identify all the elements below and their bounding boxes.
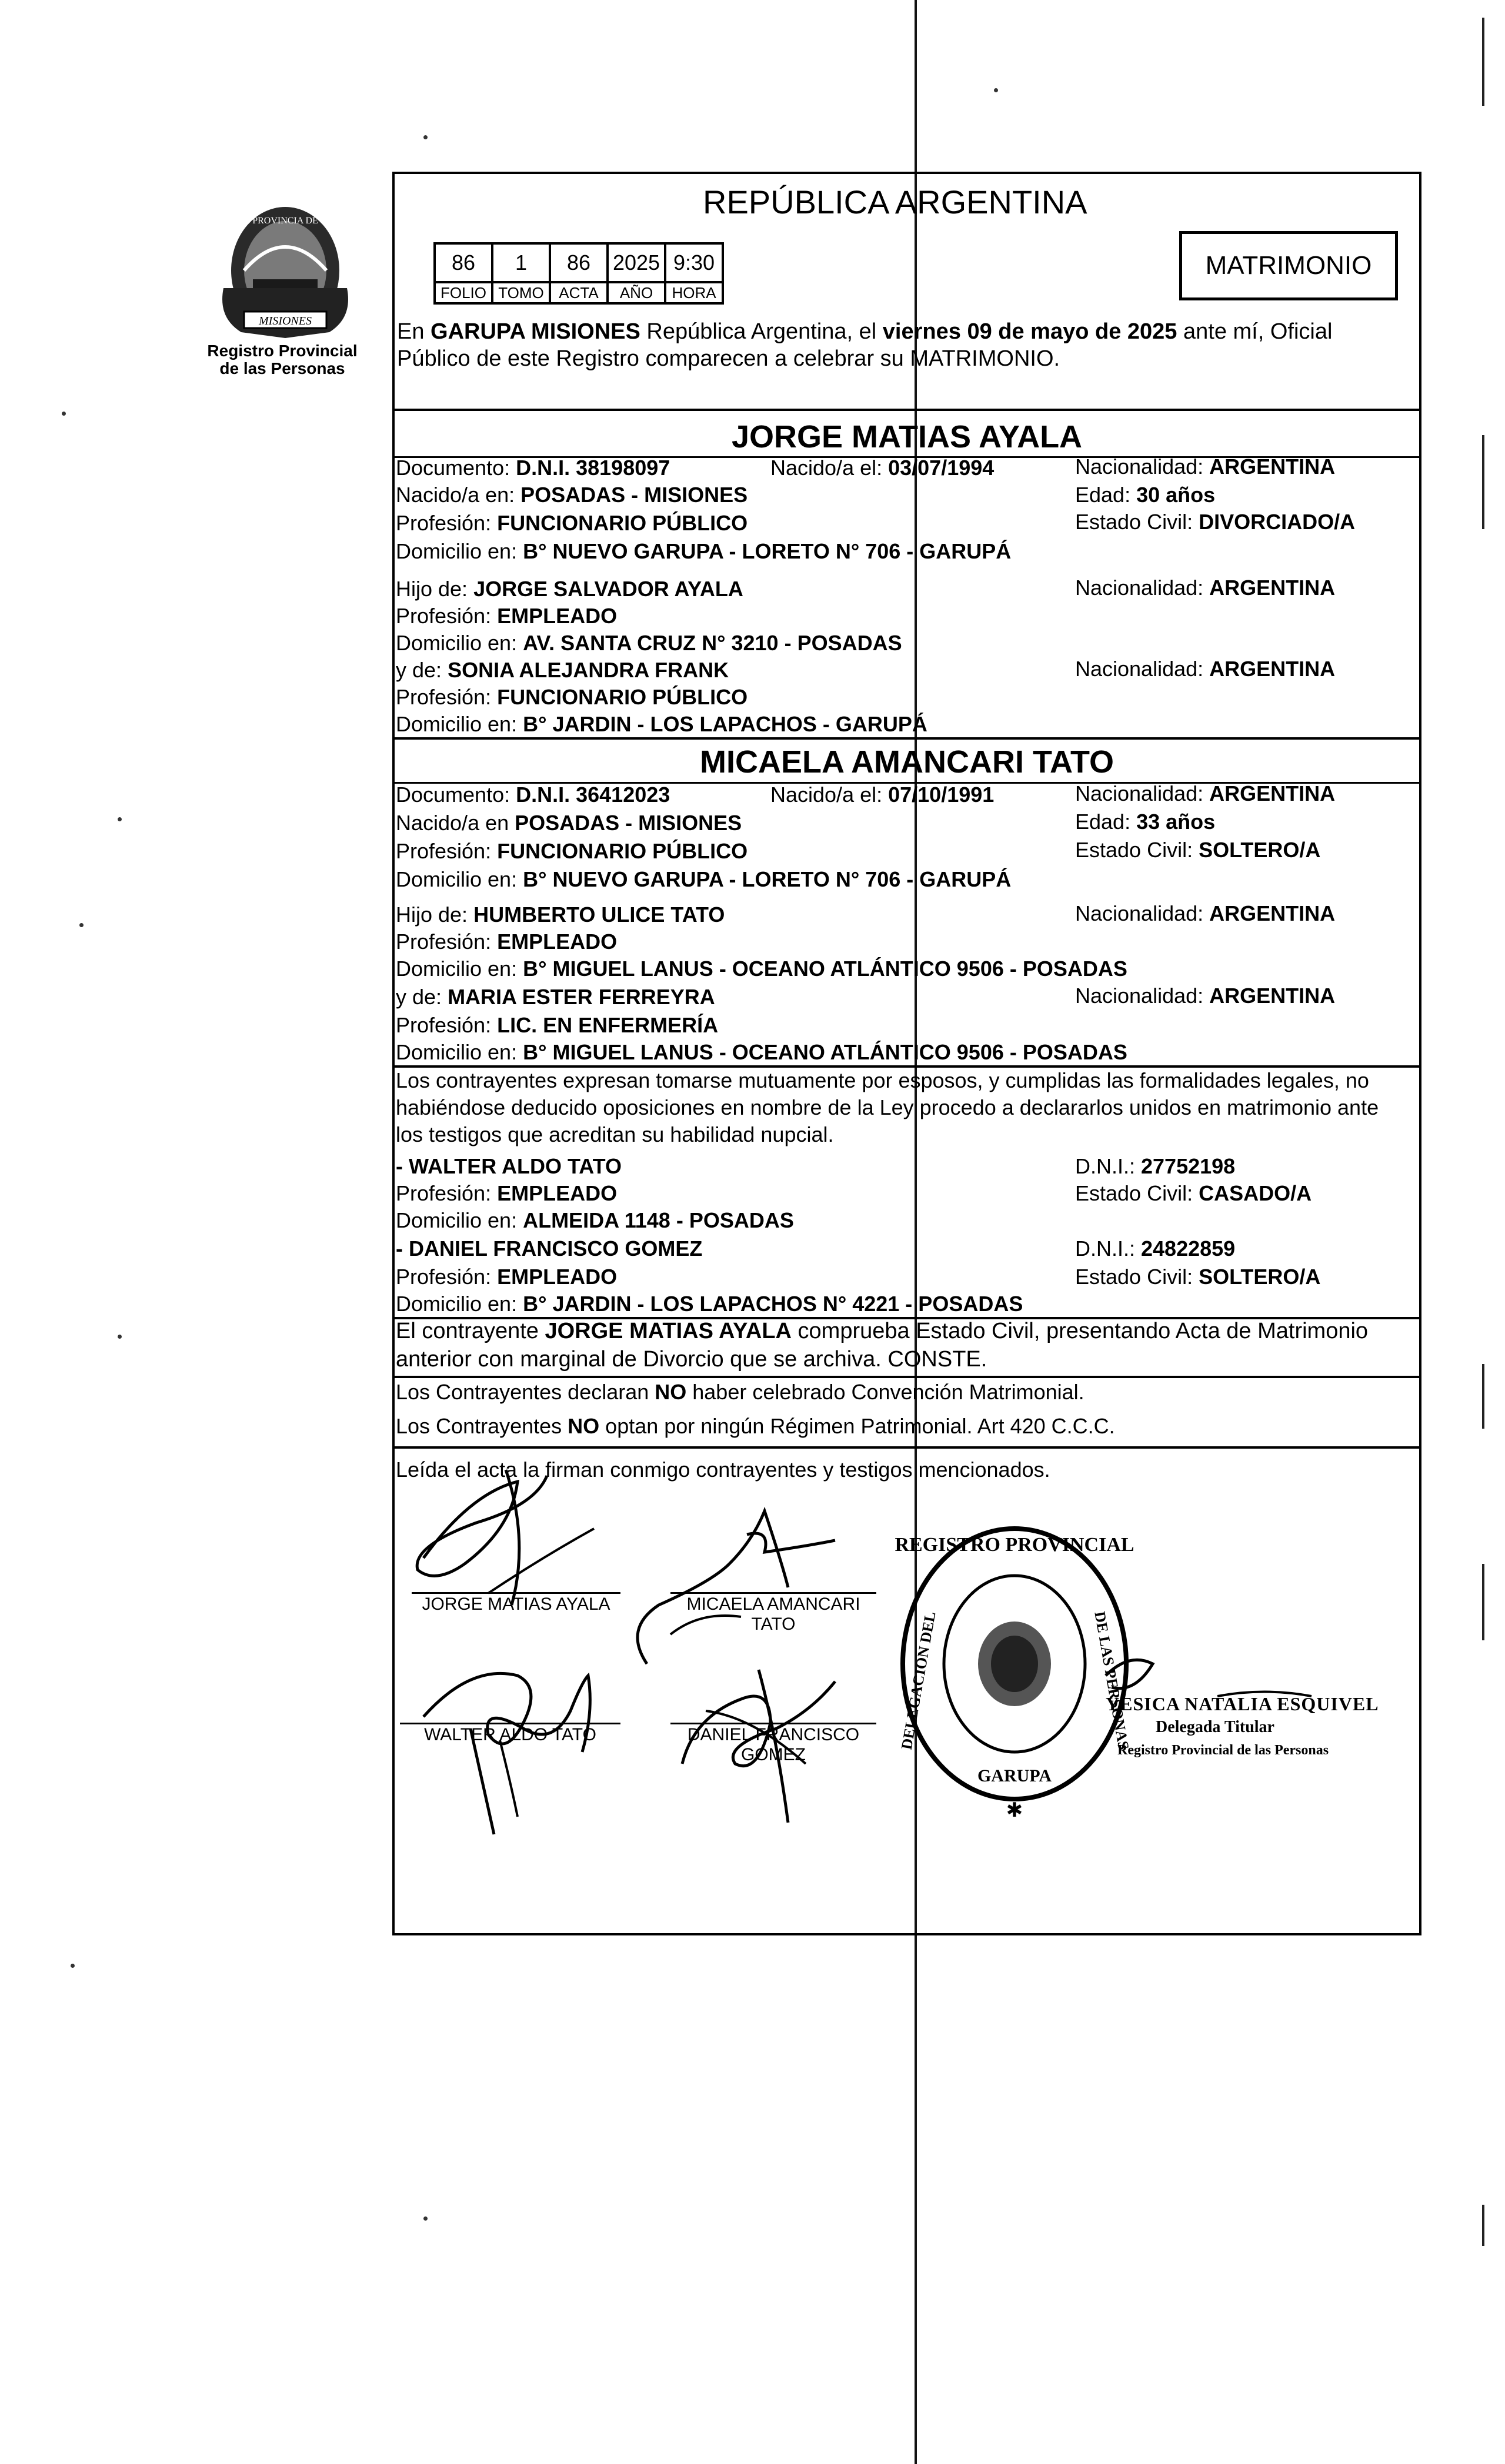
scan-edge-mark <box>1482 435 1484 529</box>
groom-address: Domicilio en: B° NUEVO GARUPA - LORETO N° 706 - GARUPÁ <box>396 539 1012 563</box>
bride-father-nationality: Nacionalidad: ARGENTINA <box>1075 901 1336 925</box>
scan-speck <box>423 2216 428 2221</box>
act-reference-table <box>433 242 724 305</box>
official-name: YESICA NATALIA ESQUIVEL <box>1106 1693 1379 1714</box>
scan-speck <box>118 817 122 821</box>
act-type-box: MATRIMONIO <box>1179 231 1398 300</box>
witness-2-civil-status: Estado Civil: SOLTERO/A <box>1075 1265 1321 1289</box>
provincial-seal-logo <box>212 200 359 341</box>
bride-father-profession: Profesión: EMPLEADO <box>396 930 618 954</box>
witness2-signature <box>659 1646 882 1834</box>
seal-text: PROVINCIA DE <box>252 216 318 226</box>
bride-father-address: Domicilio en: B° MIGUEL LANUS - OCEANO ATLÁNTICO 9506 - POSADAS <box>396 957 1127 981</box>
official-title: Delegada Titular <box>1156 1718 1274 1736</box>
official-office: Registro Provincial de las Personas <box>1117 1743 1329 1758</box>
witness-2-profession: Profesión: EMPLEADO <box>396 1265 618 1289</box>
civil-status-note-line-1: El contrayente JORGE MATIAS AYALA comprueba Estado Civil, presentando Acta de Matrimonio <box>396 1319 1369 1343</box>
scan-speck <box>423 135 428 139</box>
country-title: REPÚBLICA ARGENTINA <box>703 183 1087 220</box>
scan-speck <box>994 88 998 92</box>
groom-signature-caption: JORGE MATIAS AYALA <box>422 1594 610 1614</box>
time-value: 9:30 <box>665 243 723 282</box>
bride-mother-nationality: Nacionalidad: ARGENTINA <box>1075 984 1336 1008</box>
scan-edge-mark <box>1482 1564 1484 1640</box>
scan-speck <box>62 412 66 416</box>
bride-signature <box>612 1493 859 1670</box>
intro-line-1: En GARUPA MISIONES República Argentina, el viernes 09 de mayo de 2025 ante mí, Oficial <box>397 319 1333 344</box>
groom-mother-profession: Profesión: FUNCIONARIO PÚBLICO <box>396 685 748 709</box>
declaration-line-2: habiéndose deducido oposiciones en nombre de la Ley procedo a declararlos unidos en matrimonio ante <box>396 1095 1379 1119</box>
year-value: 2025 <box>608 243 665 282</box>
bride-address: Domicilio en: B° NUEVO GARUPA - LORETO N° 706 - GARUPÁ <box>396 867 1012 891</box>
civil-status-note-line-2: anterior con marginal de Divorcio que se archiva. CONSTE. <box>396 1347 987 1372</box>
acta-value: 86 <box>550 243 608 282</box>
convention-statement: Los Contrayentes declaran NO haber celebrado Convención Matrimonial. <box>396 1380 1084 1404</box>
groom-mother: y de: SONIA ALEJANDRA FRANK <box>396 658 729 682</box>
witness-2-dni: D.N.I.: 24822859 <box>1075 1236 1236 1261</box>
time-label: HORA <box>665 282 723 303</box>
scan-speck <box>79 923 84 927</box>
seal-ring-text-right: DE LAS PERSONAS <box>1091 1610 1133 1751</box>
witness1-signature-caption: WALTER ALDO TATO <box>424 1725 596 1744</box>
folio-value: 86 <box>435 243 492 282</box>
groom-nationality: Nacionalidad: ARGENTINA <box>1075 454 1336 479</box>
closing-statement: Leída el acta la firman conmigo contrayentes y testigos mencionados. <box>396 1457 1050 1482</box>
scan-speck <box>71 1964 75 1968</box>
intro-line-2: Público de este Registro comparecen a celebrar su MATRIMONIO. <box>397 346 1060 371</box>
seal-ring-text-top: REGISTRO PROVINCIAL <box>895 1534 1134 1556</box>
seal-ring-text-left: DELEGACION DEL <box>897 1610 939 1751</box>
groom-father-profession: Profesión: EMPLEADO <box>396 604 618 628</box>
tomo-value: 1 <box>492 243 550 282</box>
bride-signature-caption-2: TATO <box>751 1614 796 1634</box>
tomo-label: TOMO <box>492 282 550 303</box>
witness-1-civil-status: Estado Civil: CASADO/A <box>1075 1181 1312 1205</box>
groom-signature <box>400 1458 647 1611</box>
divider <box>392 1446 1421 1449</box>
groom-father-nationality: Nacionalidad: ARGENTINA <box>1075 576 1336 600</box>
witness2-signature-caption-1: DANIEL FRANCISCO <box>687 1725 860 1744</box>
witness1-signature <box>406 1640 629 1846</box>
registry-name-line2: de las Personas <box>219 359 345 377</box>
bride-signature-caption-1: MICAELA AMANCARI <box>686 1594 860 1614</box>
groom-doc: Documento: D.N.I. 38198097 <box>396 456 670 480</box>
groom-father: Hijo de: JORGE SALVADOR AYALA <box>396 577 743 601</box>
bride-age: Edad: 33 años <box>1075 810 1216 834</box>
scan-speck <box>118 1335 122 1339</box>
seal-text: MISIONES <box>259 315 312 327</box>
bride-nationality: Nacionalidad: ARGENTINA <box>1075 781 1336 805</box>
year-label: AÑO <box>608 282 665 303</box>
witness2-signature-caption-2: GOMEZ <box>741 1745 806 1764</box>
bride-birthplace: Nacido/a en POSADAS - MISIONES <box>396 811 742 835</box>
scan-edge-mark <box>1482 1364 1484 1429</box>
groom-father-address: Domicilio en: AV. SANTA CRUZ N° 3210 - POSADAS <box>396 631 902 655</box>
seal-star-icon: ✱ <box>1006 1799 1023 1821</box>
scan-edge-mark <box>1482 2205 1484 2246</box>
groom-name-title: JORGE MATIAS AYALA <box>731 419 1083 454</box>
seal-ring-text-bottom: GARUPA <box>977 1766 1052 1786</box>
witness-1-address: Domicilio en: ALMEIDA 1148 - POSADAS <box>396 1208 794 1232</box>
bride-birthdate: Nacido/a el: 07/10/1991 <box>770 783 995 807</box>
acta-label: ACTA <box>550 282 608 303</box>
witness-2-name: - DANIEL FRANCISCO GOMEZ <box>396 1236 703 1261</box>
bride-doc: Documento: D.N.I. 36412023 <box>396 783 670 807</box>
bride-mother-profession: Profesión: LIC. EN ENFERMERÍA <box>396 1013 719 1037</box>
registry-name-line1: Registro Provincial <box>207 342 358 360</box>
folio-label: FOLIO <box>435 282 492 303</box>
witness-1-name: - WALTER ALDO TATO <box>396 1154 622 1178</box>
bride-mother-address: Domicilio en: B° MIGUEL LANUS - OCEANO ATLÁNTICO 9506 - POSADAS <box>396 1040 1127 1064</box>
groom-birthplace: Nacido/a en: POSADAS - MISIONES <box>396 483 748 507</box>
witness-1-profession: Profesión: EMPLEADO <box>396 1181 618 1205</box>
groom-mother-nationality: Nacionalidad: ARGENTINA <box>1075 657 1336 681</box>
divider <box>392 737 1421 740</box>
declaration-line-1: Los contrayentes expresan tomarse mutuamente por esposos, y cumplidas las formalidades legales, no <box>396 1068 1369 1092</box>
scan-edge-mark <box>1482 18 1484 106</box>
bride-civil-status: Estado Civil: SOLTERO/A <box>1075 838 1321 862</box>
groom-mother-address: Domicilio en: B° JARDIN - LOS LAPACHOS - GARUPÁ <box>396 712 927 736</box>
witness-2-address: Domicilio en: B° JARDIN - LOS LAPACHOS N° 4221 - POSADAS <box>396 1292 1023 1316</box>
bride-mother: y de: MARIA ESTER FERREYRA <box>396 985 715 1009</box>
patrimonial-regime-statement: Los Contrayentes NO optan por ningún Régimen Patrimonial. Art 420 C.C.C. <box>396 1414 1115 1438</box>
groom-age: Edad: 30 años <box>1075 483 1216 507</box>
groom-birthdate: Nacido/a el: 03/07/1994 <box>770 456 995 480</box>
bride-name-title: MICAELA AMANCARI TATO <box>700 744 1114 780</box>
witness-1-dni: D.N.I.: 27752198 <box>1075 1154 1236 1178</box>
groom-civil-status: Estado Civil: DIVORCIADO/A <box>1075 510 1356 534</box>
bride-profession: Profesión: FUNCIONARIO PÚBLICO <box>396 839 748 863</box>
declaration-line-3: los testigos que acreditan su habilidad nupcial. <box>396 1122 834 1146</box>
groom-profession: Profesión: FUNCIONARIO PÚBLICO <box>396 511 748 535</box>
bride-father: Hijo de: HUMBERTO ULICE TATO <box>396 902 725 927</box>
divider <box>392 1376 1421 1378</box>
divider <box>392 409 1421 411</box>
